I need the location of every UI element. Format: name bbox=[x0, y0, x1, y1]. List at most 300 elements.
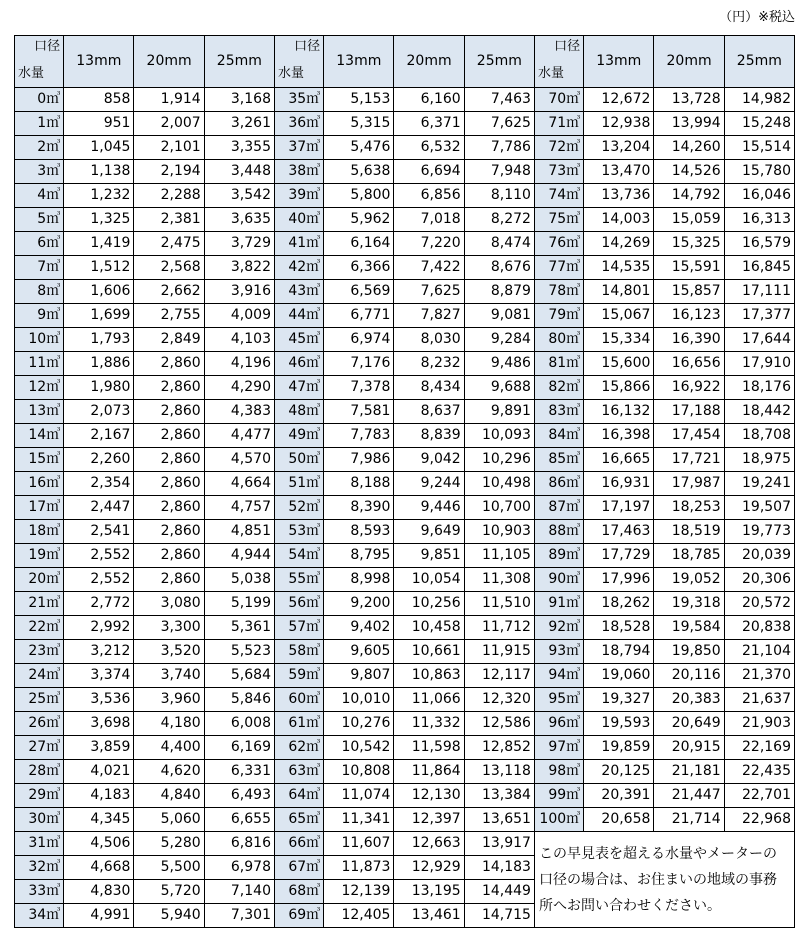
price-20mm: 11,598 bbox=[394, 736, 464, 760]
price-20mm: 10,863 bbox=[394, 664, 464, 688]
volume-unit: ㎥ bbox=[306, 163, 321, 179]
price-25mm: 11,915 bbox=[464, 640, 534, 664]
volume-unit: ㎥ bbox=[46, 403, 61, 419]
volume-cell bbox=[15, 616, 64, 640]
price-20mm: 17,721 bbox=[654, 448, 724, 472]
volume-cell bbox=[15, 664, 64, 688]
volume-value: 83 bbox=[548, 403, 567, 419]
price-20mm: 8,637 bbox=[394, 400, 464, 424]
volume-unit: ㎥ bbox=[566, 547, 581, 563]
volume-unit: ㎥ bbox=[306, 259, 321, 275]
price-20mm: 21,181 bbox=[654, 760, 724, 784]
price-25mm: 3,542 bbox=[204, 184, 274, 208]
volume-value: 81 bbox=[548, 355, 567, 371]
price-20mm: 15,059 bbox=[654, 208, 724, 232]
volume-unit: ㎥ bbox=[566, 475, 581, 491]
volume-cell bbox=[534, 712, 583, 736]
volume-value: 27 bbox=[28, 739, 47, 755]
volume-value: 4 bbox=[37, 187, 47, 203]
price-20mm: 16,922 bbox=[654, 376, 724, 400]
price-20mm: 17,987 bbox=[654, 472, 724, 496]
volume-cell bbox=[274, 808, 323, 832]
volume-cell bbox=[274, 280, 323, 304]
volume-unit: ㎥ bbox=[46, 763, 61, 779]
price-20mm: 20,649 bbox=[654, 712, 724, 736]
volume-unit: ㎥ bbox=[46, 163, 61, 179]
price-20mm: 16,656 bbox=[654, 352, 724, 376]
volume-cell bbox=[534, 760, 583, 784]
volume-unit: ㎥ bbox=[566, 595, 581, 611]
price-25mm: 22,435 bbox=[724, 760, 794, 784]
price-13mm: 4,668 bbox=[64, 856, 134, 880]
price-13mm: 1,138 bbox=[64, 160, 134, 184]
price-25mm: 12,586 bbox=[464, 712, 534, 736]
volume-value: 100 bbox=[539, 811, 567, 827]
price-25mm: 15,514 bbox=[724, 136, 794, 160]
price-25mm: 18,442 bbox=[724, 400, 794, 424]
price-13mm: 9,605 bbox=[324, 640, 394, 664]
volume-unit: ㎥ bbox=[306, 307, 321, 323]
volume-unit: ㎥ bbox=[46, 475, 61, 491]
price-13mm: 5,476 bbox=[324, 136, 394, 160]
price-20mm: 2,475 bbox=[134, 232, 204, 256]
volume-cell bbox=[15, 280, 64, 304]
table-row bbox=[15, 760, 795, 784]
price-25mm: 4,383 bbox=[204, 400, 274, 424]
price-13mm: 1,045 bbox=[64, 136, 134, 160]
volume-value: 66 bbox=[288, 835, 307, 851]
volume-unit: ㎥ bbox=[566, 763, 581, 779]
price-13mm: 8,390 bbox=[324, 496, 394, 520]
price-20mm: 2,860 bbox=[134, 496, 204, 520]
price-20mm: 1,914 bbox=[134, 88, 204, 112]
price-25mm: 15,248 bbox=[724, 112, 794, 136]
price-25mm: 6,816 bbox=[204, 832, 274, 856]
price-13mm: 19,327 bbox=[584, 688, 654, 712]
volume-value: 56 bbox=[288, 595, 307, 611]
volume-unit: ㎥ bbox=[306, 883, 321, 899]
volume-unit: ㎥ bbox=[306, 787, 321, 803]
volume-value: 73 bbox=[548, 163, 567, 179]
price-20mm: 15,325 bbox=[654, 232, 724, 256]
volume-cell bbox=[534, 544, 583, 568]
table-row bbox=[15, 832, 795, 856]
volume-cell bbox=[15, 112, 64, 136]
volume-unit: ㎥ bbox=[566, 115, 581, 131]
volume-value: 91 bbox=[548, 595, 567, 611]
volume-value: 60 bbox=[288, 691, 307, 707]
volume-cell bbox=[274, 688, 323, 712]
volume-value: 46 bbox=[288, 355, 307, 371]
volume-value: 25 bbox=[28, 691, 47, 707]
volume-value: 62 bbox=[288, 739, 307, 755]
volume-value: 96 bbox=[548, 715, 567, 731]
price-13mm: 2,541 bbox=[64, 520, 134, 544]
price-20mm: 3,080 bbox=[134, 592, 204, 616]
volume-value: 95 bbox=[548, 691, 567, 707]
price-20mm: 17,454 bbox=[654, 424, 724, 448]
volume-unit: ㎥ bbox=[306, 403, 321, 419]
price-25mm: 20,838 bbox=[724, 616, 794, 640]
price-25mm: 4,570 bbox=[204, 448, 274, 472]
price-20mm: 14,792 bbox=[654, 184, 724, 208]
price-25mm: 19,507 bbox=[724, 496, 794, 520]
volume-unit: ㎥ bbox=[566, 667, 581, 683]
volume-value: 37 bbox=[288, 139, 307, 155]
price-13mm: 12,938 bbox=[584, 112, 654, 136]
volume-value: 49 bbox=[288, 427, 307, 443]
price-25mm: 8,879 bbox=[464, 280, 534, 304]
volume-cell bbox=[15, 808, 64, 832]
volume-cell bbox=[15, 328, 64, 352]
volume-unit: ㎥ bbox=[566, 739, 581, 755]
volume-cell bbox=[274, 208, 323, 232]
volume-cell bbox=[534, 280, 583, 304]
volume-cell bbox=[534, 688, 583, 712]
volume-unit: ㎥ bbox=[566, 355, 581, 371]
price-25mm: 7,140 bbox=[204, 880, 274, 904]
volume-value: 89 bbox=[548, 547, 567, 563]
volume-unit: ㎥ bbox=[566, 787, 581, 803]
price-20mm: 2,860 bbox=[134, 544, 204, 568]
volume-cell bbox=[15, 736, 64, 760]
price-25mm: 7,463 bbox=[464, 88, 534, 112]
price-20mm: 2,860 bbox=[134, 472, 204, 496]
size-header-13mm: 13mm bbox=[584, 36, 654, 88]
price-20mm: 2,860 bbox=[134, 520, 204, 544]
table-row bbox=[15, 664, 795, 688]
price-13mm: 13,736 bbox=[584, 184, 654, 208]
volume-value: 69 bbox=[288, 907, 307, 923]
price-20mm: 13,461 bbox=[394, 904, 464, 928]
price-13mm: 8,795 bbox=[324, 544, 394, 568]
price-13mm: 12,405 bbox=[324, 904, 394, 928]
price-20mm: 19,052 bbox=[654, 568, 724, 592]
table-row bbox=[15, 592, 795, 616]
table-row bbox=[15, 736, 795, 760]
price-13mm: 1,325 bbox=[64, 208, 134, 232]
table-row bbox=[15, 640, 795, 664]
volume-cell bbox=[534, 808, 583, 832]
volume-unit: ㎥ bbox=[306, 547, 321, 563]
volume-cell bbox=[534, 784, 583, 808]
price-25mm: 5,846 bbox=[204, 688, 274, 712]
diameter-volume-header bbox=[274, 36, 323, 88]
price-25mm: 18,975 bbox=[724, 448, 794, 472]
price-20mm: 3,960 bbox=[134, 688, 204, 712]
volume-value: 88 bbox=[548, 523, 567, 539]
volume-unit: ㎥ bbox=[46, 283, 61, 299]
price-25mm: 6,493 bbox=[204, 784, 274, 808]
volume-unit: ㎥ bbox=[566, 283, 581, 299]
price-20mm: 2,860 bbox=[134, 352, 204, 376]
price-25mm: 21,637 bbox=[724, 688, 794, 712]
price-20mm: 12,929 bbox=[394, 856, 464, 880]
price-25mm: 17,644 bbox=[724, 328, 794, 352]
price-13mm: 6,974 bbox=[324, 328, 394, 352]
price-25mm: 19,773 bbox=[724, 520, 794, 544]
price-20mm: 5,060 bbox=[134, 808, 204, 832]
price-13mm: 3,859 bbox=[64, 736, 134, 760]
price-25mm: 3,261 bbox=[204, 112, 274, 136]
price-25mm: 9,486 bbox=[464, 352, 534, 376]
volume-cell bbox=[15, 472, 64, 496]
volume-unit: ㎥ bbox=[306, 571, 321, 587]
volume-cell bbox=[15, 640, 64, 664]
price-20mm: 11,066 bbox=[394, 688, 464, 712]
volume-unit: ㎥ bbox=[306, 475, 321, 491]
price-13mm: 6,366 bbox=[324, 256, 394, 280]
price-25mm: 3,168 bbox=[204, 88, 274, 112]
volume-unit: ㎥ bbox=[306, 331, 321, 347]
price-20mm: 2,288 bbox=[134, 184, 204, 208]
volume-cell bbox=[15, 784, 64, 808]
volume-cell bbox=[274, 328, 323, 352]
volume-unit: ㎥ bbox=[566, 403, 581, 419]
volume-cell bbox=[274, 424, 323, 448]
volume-cell bbox=[274, 352, 323, 376]
volume-unit: ㎥ bbox=[566, 91, 581, 107]
price-20mm: 6,856 bbox=[394, 184, 464, 208]
volume-unit: ㎥ bbox=[566, 259, 581, 275]
diameter-label: 口径 bbox=[294, 39, 321, 54]
volume-cell bbox=[15, 424, 64, 448]
price-25mm: 5,361 bbox=[204, 616, 274, 640]
volume-value: 47 bbox=[288, 379, 307, 395]
volume-value: 39 bbox=[288, 187, 307, 203]
volume-label: 水量 bbox=[537, 66, 564, 81]
table-row bbox=[15, 400, 795, 424]
volume-cell bbox=[274, 520, 323, 544]
volume-unit: ㎥ bbox=[46, 523, 61, 539]
volume-value: 52 bbox=[288, 499, 307, 515]
volume-cell bbox=[534, 736, 583, 760]
price-25mm: 8,272 bbox=[464, 208, 534, 232]
price-25mm: 7,625 bbox=[464, 112, 534, 136]
diameter-label: 口径 bbox=[34, 39, 61, 54]
price-20mm: 4,840 bbox=[134, 784, 204, 808]
volume-value: 14 bbox=[28, 427, 47, 443]
size-header-20mm: 20mm bbox=[654, 36, 724, 88]
table-row bbox=[15, 136, 795, 160]
volume-cell bbox=[15, 880, 64, 904]
price-25mm: 17,111 bbox=[724, 280, 794, 304]
price-13mm: 8,188 bbox=[324, 472, 394, 496]
volume-cell bbox=[534, 136, 583, 160]
volume-cell bbox=[15, 496, 64, 520]
price-25mm: 22,968 bbox=[724, 808, 794, 832]
price-20mm: 9,649 bbox=[394, 520, 464, 544]
inquiry-note: この早見表を超える水量やメーターの口径の場合は、お住まいの地域の事務所へお問い合わせください。 bbox=[534, 832, 794, 928]
price-13mm: 1,699 bbox=[64, 304, 134, 328]
price-13mm: 2,073 bbox=[64, 400, 134, 424]
price-20mm: 3,740 bbox=[134, 664, 204, 688]
table-row bbox=[15, 88, 795, 112]
price-20mm: 21,714 bbox=[654, 808, 724, 832]
price-13mm: 17,463 bbox=[584, 520, 654, 544]
price-13mm: 9,200 bbox=[324, 592, 394, 616]
volume-cell bbox=[15, 832, 64, 856]
price-20mm: 9,851 bbox=[394, 544, 464, 568]
volume-value: 65 bbox=[288, 811, 307, 827]
price-20mm: 9,446 bbox=[394, 496, 464, 520]
volume-value: 55 bbox=[288, 571, 307, 587]
volume-cell bbox=[274, 88, 323, 112]
price-20mm: 6,160 bbox=[394, 88, 464, 112]
price-13mm: 7,783 bbox=[324, 424, 394, 448]
price-25mm: 3,729 bbox=[204, 232, 274, 256]
volume-unit: ㎥ bbox=[46, 859, 61, 875]
volume-cell bbox=[15, 184, 64, 208]
price-20mm: 5,280 bbox=[134, 832, 204, 856]
volume-value: 23 bbox=[28, 643, 47, 659]
price-13mm: 18,262 bbox=[584, 592, 654, 616]
volume-value: 10 bbox=[28, 331, 47, 347]
table-row bbox=[15, 304, 795, 328]
volume-value: 68 bbox=[288, 883, 307, 899]
volume-value: 64 bbox=[288, 787, 307, 803]
volume-cell bbox=[15, 856, 64, 880]
volume-unit: ㎥ bbox=[566, 571, 581, 587]
price-20mm: 21,447 bbox=[654, 784, 724, 808]
price-13mm: 4,345 bbox=[64, 808, 134, 832]
volume-unit: ㎥ bbox=[306, 811, 321, 827]
rate-table-wrapper bbox=[14, 35, 795, 928]
price-13mm: 4,830 bbox=[64, 880, 134, 904]
volume-cell bbox=[534, 472, 583, 496]
price-25mm: 21,370 bbox=[724, 664, 794, 688]
table-row bbox=[15, 328, 795, 352]
price-20mm: 5,940 bbox=[134, 904, 204, 928]
volume-cell bbox=[534, 232, 583, 256]
volume-value: 63 bbox=[288, 763, 307, 779]
price-25mm: 14,715 bbox=[464, 904, 534, 928]
volume-value: 54 bbox=[288, 547, 307, 563]
volume-value: 12 bbox=[28, 379, 47, 395]
volume-cell bbox=[534, 304, 583, 328]
unit-note: （円）※税込 bbox=[719, 10, 795, 25]
volume-cell bbox=[15, 208, 64, 232]
price-13mm: 15,600 bbox=[584, 352, 654, 376]
price-13mm: 16,665 bbox=[584, 448, 654, 472]
volume-value: 1 bbox=[37, 115, 47, 131]
price-20mm: 20,383 bbox=[654, 688, 724, 712]
price-20mm: 2,860 bbox=[134, 448, 204, 472]
volume-value: 41 bbox=[288, 235, 307, 251]
volume-cell bbox=[534, 256, 583, 280]
price-20mm: 12,397 bbox=[394, 808, 464, 832]
price-13mm: 5,800 bbox=[324, 184, 394, 208]
price-25mm: 20,306 bbox=[724, 568, 794, 592]
price-25mm: 9,688 bbox=[464, 376, 534, 400]
price-25mm: 3,355 bbox=[204, 136, 274, 160]
price-13mm: 5,153 bbox=[324, 88, 394, 112]
volume-unit: ㎥ bbox=[306, 643, 321, 659]
price-20mm: 8,232 bbox=[394, 352, 464, 376]
price-13mm: 17,729 bbox=[584, 544, 654, 568]
volume-cell bbox=[15, 136, 64, 160]
price-20mm: 4,400 bbox=[134, 736, 204, 760]
volume-unit: ㎥ bbox=[46, 883, 61, 899]
volume-cell bbox=[274, 856, 323, 880]
volume-value: 20 bbox=[28, 571, 47, 587]
volume-cell bbox=[534, 112, 583, 136]
volume-value: 29 bbox=[28, 787, 47, 803]
volume-cell bbox=[274, 160, 323, 184]
volume-cell bbox=[274, 760, 323, 784]
volume-value: 85 bbox=[548, 451, 567, 467]
volume-unit: ㎥ bbox=[46, 835, 61, 851]
table-row bbox=[15, 376, 795, 400]
volume-unit: ㎥ bbox=[306, 835, 321, 851]
price-20mm: 5,720 bbox=[134, 880, 204, 904]
price-25mm: 15,780 bbox=[724, 160, 794, 184]
volume-unit: ㎥ bbox=[566, 187, 581, 203]
volume-cell bbox=[15, 760, 64, 784]
price-20mm: 7,220 bbox=[394, 232, 464, 256]
volume-unit: ㎥ bbox=[46, 307, 61, 323]
volume-cell bbox=[274, 472, 323, 496]
price-13mm: 10,276 bbox=[324, 712, 394, 736]
table-row bbox=[15, 568, 795, 592]
price-25mm: 22,701 bbox=[724, 784, 794, 808]
price-20mm: 15,591 bbox=[654, 256, 724, 280]
volume-value: 76 bbox=[548, 235, 567, 251]
table-row bbox=[15, 160, 795, 184]
price-25mm: 16,579 bbox=[724, 232, 794, 256]
volume-unit: ㎥ bbox=[306, 139, 321, 155]
volume-cell bbox=[15, 568, 64, 592]
price-25mm: 14,449 bbox=[464, 880, 534, 904]
price-20mm: 5,500 bbox=[134, 856, 204, 880]
price-20mm: 8,839 bbox=[394, 424, 464, 448]
volume-unit: ㎥ bbox=[46, 619, 61, 635]
price-20mm: 10,661 bbox=[394, 640, 464, 664]
volume-cell bbox=[15, 352, 64, 376]
price-13mm: 14,801 bbox=[584, 280, 654, 304]
water-rate-table bbox=[14, 35, 795, 928]
price-20mm: 9,244 bbox=[394, 472, 464, 496]
volume-cell bbox=[534, 592, 583, 616]
price-13mm: 10,010 bbox=[324, 688, 394, 712]
size-header-13mm: 13mm bbox=[64, 36, 134, 88]
price-13mm: 13,470 bbox=[584, 160, 654, 184]
price-25mm: 14,982 bbox=[724, 88, 794, 112]
price-20mm: 2,755 bbox=[134, 304, 204, 328]
price-13mm: 1,512 bbox=[64, 256, 134, 280]
volume-unit: ㎥ bbox=[306, 283, 321, 299]
volume-unit: ㎥ bbox=[46, 595, 61, 611]
header-row bbox=[15, 36, 795, 88]
volume-cell bbox=[15, 400, 64, 424]
table-row bbox=[15, 280, 795, 304]
volume-value: 61 bbox=[288, 715, 307, 731]
price-25mm: 9,891 bbox=[464, 400, 534, 424]
volume-cell bbox=[534, 328, 583, 352]
price-13mm: 1,793 bbox=[64, 328, 134, 352]
table-row bbox=[15, 352, 795, 376]
volume-unit: ㎥ bbox=[306, 91, 321, 107]
price-20mm: 13,728 bbox=[654, 88, 724, 112]
price-20mm: 7,827 bbox=[394, 304, 464, 328]
price-25mm: 9,284 bbox=[464, 328, 534, 352]
volume-cell bbox=[15, 256, 64, 280]
price-13mm: 12,139 bbox=[324, 880, 394, 904]
price-13mm: 858 bbox=[64, 88, 134, 112]
volume-cell bbox=[274, 784, 323, 808]
volume-value: 32 bbox=[28, 859, 47, 875]
price-13mm: 4,991 bbox=[64, 904, 134, 928]
